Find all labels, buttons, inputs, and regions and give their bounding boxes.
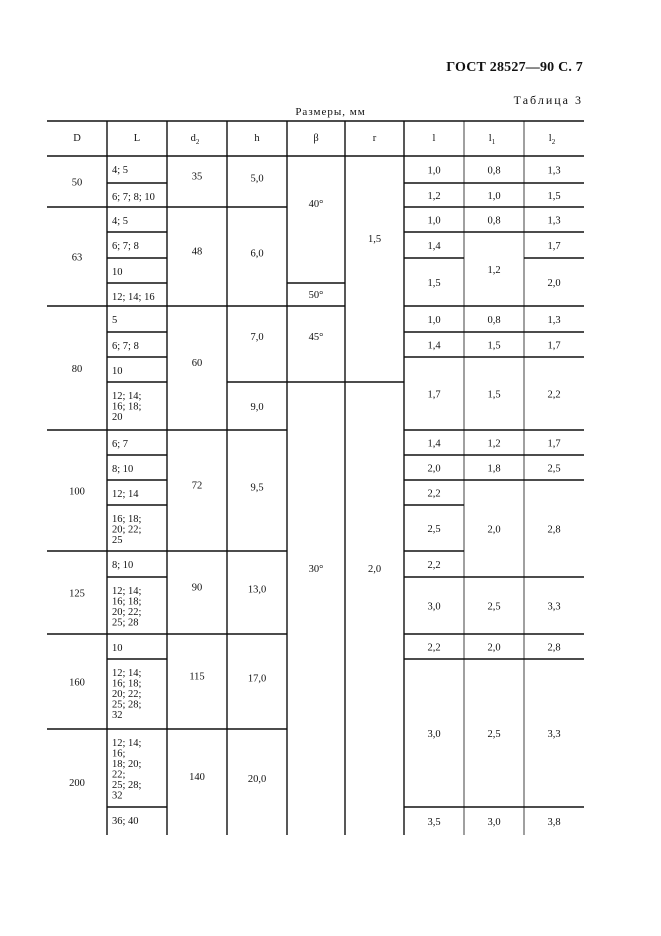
cell-D: 200 bbox=[69, 778, 85, 789]
cell-l1: 0,8 bbox=[487, 215, 501, 227]
cell-l: 1,4 bbox=[427, 241, 441, 252]
cell-l: 1,5 bbox=[427, 278, 441, 289]
column-header-L: L bbox=[133, 133, 141, 144]
cell-l1: 2,5 bbox=[487, 601, 501, 613]
table-label: Таблица 3 bbox=[513, 93, 583, 107]
cell-l2: 2,8 bbox=[547, 642, 561, 654]
cell-l2: 1,5 bbox=[547, 191, 561, 202]
cell-r: 1,5 bbox=[367, 234, 382, 245]
cell-l1: 0,8 bbox=[487, 165, 501, 177]
cell-L: 10 bbox=[112, 643, 123, 654]
cell-l2: 2,8 bbox=[547, 524, 561, 536]
cell-l: 1,4 bbox=[427, 340, 441, 352]
cell-l: 2,0 bbox=[427, 463, 441, 475]
cell-L: 12; 14 bbox=[112, 489, 139, 500]
cell-L: 4; 5 bbox=[112, 216, 129, 227]
cell-l2: 1,3 bbox=[547, 315, 561, 326]
cell-L: 6; 7; 8 bbox=[112, 241, 139, 252]
cell-l: 1,7 bbox=[427, 389, 441, 401]
cell-l1: 1,5 bbox=[487, 389, 501, 401]
cell-l1: 2,0 bbox=[487, 524, 501, 536]
column-header-D: D bbox=[73, 133, 81, 144]
cell-beta: 40° bbox=[308, 199, 324, 210]
cell-L: 6; 7 bbox=[112, 439, 129, 450]
cell-h: 6,0 bbox=[250, 248, 264, 260]
cell-l1: 3,0 bbox=[487, 817, 501, 828]
cell-l2: 1,7 bbox=[547, 340, 561, 352]
cell-L: 36; 40 bbox=[112, 816, 139, 827]
cell-h: 17,0 bbox=[247, 673, 267, 685]
cell-l: 1,0 bbox=[427, 315, 441, 326]
cell-L: 10 bbox=[112, 267, 123, 278]
cell-l2: 3,8 bbox=[547, 817, 561, 828]
cell-D: 50 bbox=[71, 177, 83, 189]
cell-l: 3,5 bbox=[427, 817, 441, 828]
cell-d2: 48 bbox=[191, 246, 203, 258]
cell-L: 8; 10 bbox=[112, 464, 134, 475]
cell-l1: 2,5 bbox=[487, 729, 501, 740]
cell-L: 4; 5 bbox=[112, 165, 129, 176]
column-header-l2: $l_2$ bbox=[548, 133, 556, 146]
cell-L: 12; 14; 16; 18; 20 bbox=[112, 391, 142, 423]
cell-d2: 140 bbox=[189, 772, 205, 783]
cell-d2: 115 bbox=[189, 671, 205, 683]
cell-h: 9,5 bbox=[250, 482, 264, 494]
cell-l1: 2,0 bbox=[487, 642, 501, 654]
cell-h: 13,0 bbox=[247, 584, 267, 596]
cell-h: 20,0 bbox=[247, 774, 267, 785]
cell-D: 63 bbox=[71, 252, 83, 264]
cell-L: 5 bbox=[112, 315, 118, 326]
cell-L: 6; 7; 8 bbox=[112, 341, 139, 352]
cell-l1: 0,8 bbox=[487, 315, 501, 326]
cell-d2: 72 bbox=[191, 480, 203, 492]
cell-beta: 30° bbox=[308, 564, 324, 575]
cell-l2: 1,7 bbox=[547, 438, 561, 450]
cell-L: 12; 14; 16; 18; 20; 22; 25; 28 bbox=[112, 586, 142, 629]
cell-L: 12; 14; 16; 18; 20; 22; 25; 28; 32 bbox=[112, 668, 142, 721]
column-header-l1: $l_1$ bbox=[488, 133, 496, 146]
cell-l: 2,2 bbox=[427, 642, 441, 654]
cell-l1: 1,2 bbox=[487, 438, 501, 450]
column-header-h: h bbox=[254, 133, 260, 144]
cell-l: 1,2 bbox=[427, 191, 441, 202]
column-header-r: r bbox=[372, 133, 377, 144]
cell-l1: 1,2 bbox=[487, 265, 501, 276]
cell-l1: 1,5 bbox=[487, 340, 501, 352]
cell-d2: 60 bbox=[191, 358, 203, 369]
cell-l: 3,0 bbox=[427, 601, 441, 613]
cell-h: 5,0 bbox=[250, 173, 264, 185]
cell-l2: 2,0 bbox=[547, 278, 561, 289]
cell-L: 12; 14; 16; 18; 20; 22; 25; 28; 32 bbox=[112, 738, 142, 802]
cell-L: 6; 7; 8; 10 bbox=[112, 192, 155, 203]
cell-d2: 90 bbox=[191, 582, 203, 594]
document-reference: ГОСТ 28527—90 С. 7 bbox=[446, 60, 583, 75]
cell-l1: 1,0 bbox=[487, 191, 501, 202]
cell-l2: 1,3 bbox=[547, 215, 561, 227]
cell-L: 8; 10 bbox=[112, 560, 134, 571]
cell-l: 3,0 bbox=[427, 729, 441, 740]
cell-l: 2,2 bbox=[427, 488, 441, 500]
cell-l: 1,0 bbox=[427, 215, 441, 227]
column-header-d2: $d_2$ bbox=[190, 133, 200, 146]
cell-L: 16; 18; 20; 22; 25 bbox=[112, 514, 142, 546]
cell-l2: 1,3 bbox=[547, 165, 561, 177]
table-caption: Размеры, мм bbox=[295, 106, 366, 118]
cell-l: 2,5 bbox=[427, 524, 441, 535]
cell-l: 1,4 bbox=[427, 438, 441, 450]
cell-L: 12; 14; 16 bbox=[112, 292, 155, 303]
cell-l2: 1,7 bbox=[547, 241, 561, 252]
cell-r: 2,0 bbox=[367, 564, 382, 575]
column-header-l: l bbox=[432, 133, 436, 144]
column-header-beta: β bbox=[313, 133, 319, 144]
cell-l: 1,0 bbox=[427, 165, 441, 177]
cell-l2: 2,2 bbox=[547, 389, 561, 401]
cell-h: 7,0 bbox=[250, 332, 264, 343]
cell-beta: 45° bbox=[308, 332, 324, 343]
cell-beta: 50° bbox=[308, 290, 324, 301]
cell-L: 10 bbox=[112, 366, 123, 377]
cell-D: 100 bbox=[69, 486, 85, 498]
cell-l: 2,2 bbox=[427, 560, 441, 571]
cell-l2: 2,5 bbox=[547, 463, 561, 475]
cell-d2: 35 bbox=[191, 171, 203, 183]
cell-D: 125 bbox=[69, 588, 85, 600]
cell-l1: 1,8 bbox=[487, 463, 501, 475]
cell-l2: 3,3 bbox=[547, 601, 561, 613]
cell-h: 9,0 bbox=[250, 402, 264, 413]
cell-D: 80 bbox=[71, 364, 83, 375]
cell-l2: 3,3 bbox=[547, 729, 561, 740]
cell-D: 160 bbox=[69, 677, 85, 689]
